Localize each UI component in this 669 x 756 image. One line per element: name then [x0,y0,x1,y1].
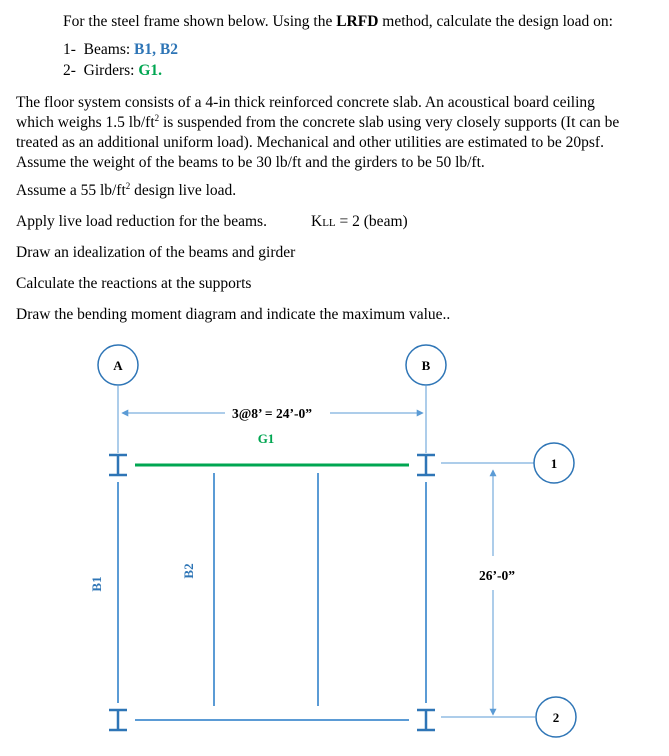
method-name: LRFD [336,13,379,30]
superscript: 2 [125,181,131,191]
grid-2-label: 2 [552,710,560,725]
list-value-beams: B1, B2 [134,41,178,58]
list-number: 2- [63,62,76,79]
depth-dimension-label: 26’-0” [479,568,515,583]
span-dimension-label: 3@8’ = 24’-0” [232,406,312,421]
intro-prefix: For the steel frame shown below. Using the [63,13,337,30]
beam-b2-label: B2 [181,563,196,579]
task-line: Draw an idealization of the beams and girder [16,244,296,261]
grid-1-label: 1 [550,456,558,471]
reduction-line: Apply live load reduction for the beams. [16,213,267,230]
paragraph-line: The floor system consists of a 4-in thick reinforced concrete slab. An acoustical board ceiling [16,94,595,111]
paragraph-line: Assume the weight of the beams to be 30 lb/ft and the girders to be 50 lb/ft. [16,154,485,171]
superscript: 2 [154,113,160,123]
girder-label: G1 [257,431,275,446]
live-load-text: Assume a 55 lb/ft [16,182,126,199]
column-bottom-left [109,710,127,730]
beam-b1-label: B1 [89,576,104,592]
task-line: Calculate the reactions at the supports [16,275,252,292]
task-line: Draw the bending moment diagram and indicate the maximum value.. [16,306,451,323]
list-label: Beams: [83,41,135,58]
list-value-girders: G1. [138,62,163,79]
paragraph-text: is suspended from the concrete slab using very closely supports (It can be [159,114,620,131]
grid-a-label: A [113,358,123,373]
list-label: Girders: [83,62,139,79]
list-number: 1- [63,41,76,58]
k-symbol: K [311,213,323,230]
live-load-text: design live load. [130,182,237,199]
intro-suffix: method, calculate the design load on: [378,13,613,30]
column-top-right [417,455,435,475]
paragraph-text: which weighs 1.5 lb/ft [16,114,155,131]
k-value: = 2 (beam) [335,213,408,230]
k-subscript: LL [322,217,336,229]
column-bottom-right [417,710,435,730]
paragraph-line: treated as an additional uniform load). Mechanical and other utilities are estimated to be 20psf. [16,134,604,151]
column-top-left [109,455,127,475]
grid-b-label: B [421,358,431,373]
